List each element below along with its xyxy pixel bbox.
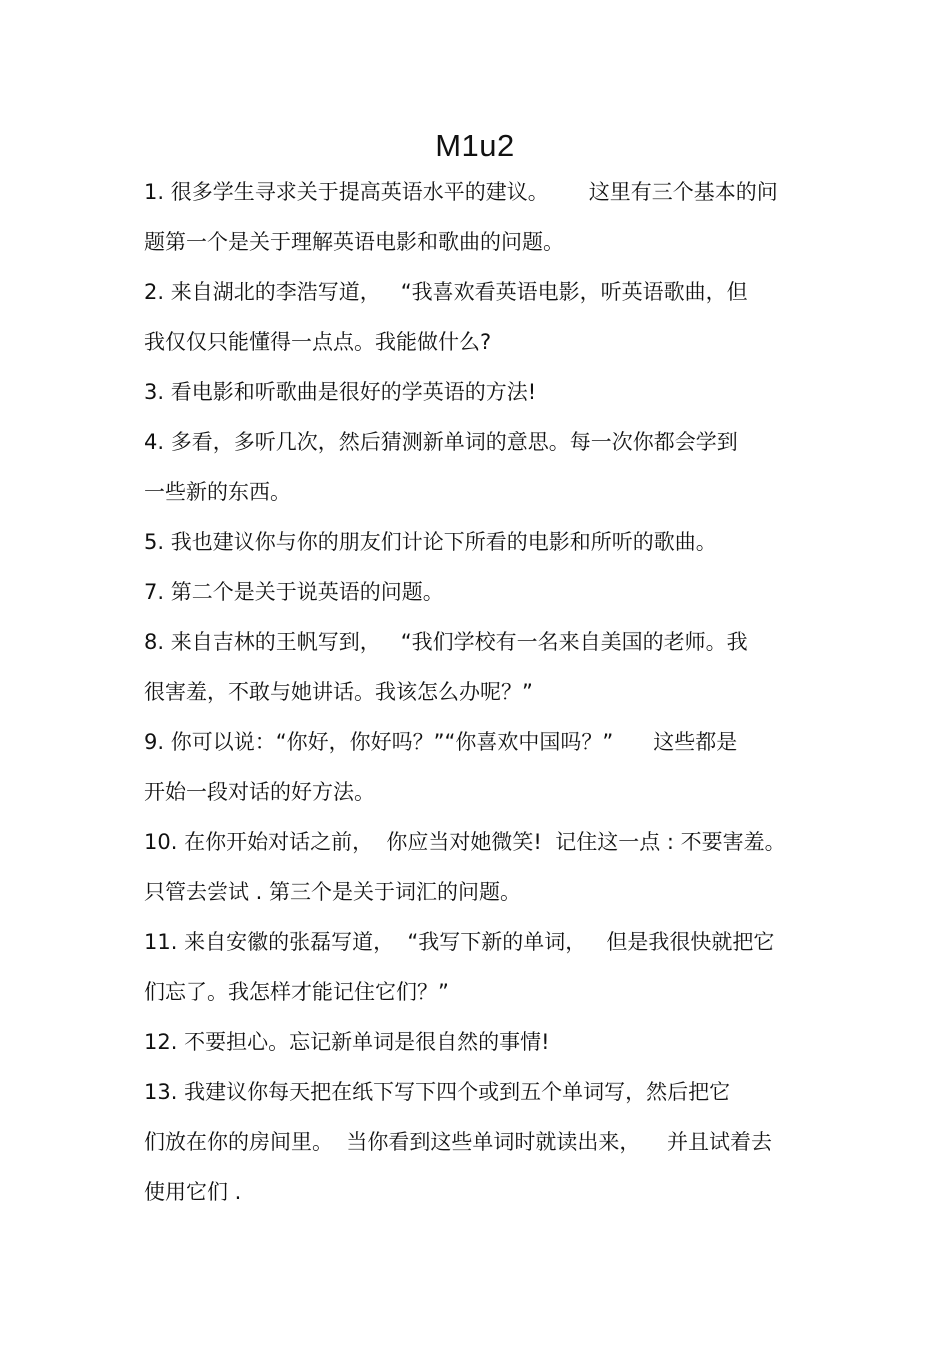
text-line: 我仅仅只能懂得一点点。我能做什么? — [144, 330, 492, 354]
text-line: 11. 来自安徽的张磊写道， “我写下新的单词， 但是我很快就把它 — [144, 930, 775, 954]
text-line: 一些新的东西。 — [144, 480, 291, 504]
text-line: 只管去尝试 . 第三个是关于词汇的问题。 — [144, 880, 522, 904]
text-line: 开始一段对话的好方法。 — [144, 780, 375, 804]
text-line: 10. 在你开始对话之前， 你应当对她微笑! 记住这一点 : 不要害羞。 — [144, 830, 786, 854]
text-line: 9. 你可以说：“你好，你好吗？”“你喜欢中国吗？” 这些都是 — [144, 730, 738, 754]
text-line: 们忘了。我怎样才能记住它们？” — [144, 980, 449, 1004]
text-line: 3. 看电影和听歌曲是很好的学英语的方法! — [144, 380, 537, 404]
page-title: M1u2 — [435, 128, 515, 163]
text-line: 4. 多看，多听几次，然后猜测新单词的意思。每一次你都会学到 — [144, 430, 738, 454]
text-line: 5. 我也建议你与你的朋友们计论下所看的电影和所听的歌曲。 — [144, 530, 717, 554]
text-line: 1. 很多学生寻求关于提高英语水平的建议。 这里有三个基本的问 — [144, 180, 778, 204]
text-line: 12. 不要担心。忘记新单词是很自然的事情! — [144, 1030, 550, 1054]
text-line: 2. 来自湖北的李浩写道， “我喜欢看英语电影，听英语歌曲，但 — [144, 280, 748, 304]
text-line: 题第一个是关于理解英语电影和歌曲的问题。 — [144, 230, 564, 254]
text-line: 7. 第二个是关于说英语的问题。 — [144, 580, 444, 604]
text-line: 13. 我建议你每天把在纸下写下四个或到五个单词写，然后把它 — [144, 1080, 731, 1104]
text-line: 们放在你的房间里。 当你看到这些单词时就读出来， 并且试着去 — [144, 1130, 773, 1154]
text-line: 8. 来自吉林的王帆写到， “我们学校有一名来自美国的老师。我 — [144, 630, 748, 654]
text-line: 使用它们 . — [144, 1180, 242, 1204]
text-line: 很害羞，不敢与她讲话。我该怎么办呢？” — [144, 680, 533, 704]
